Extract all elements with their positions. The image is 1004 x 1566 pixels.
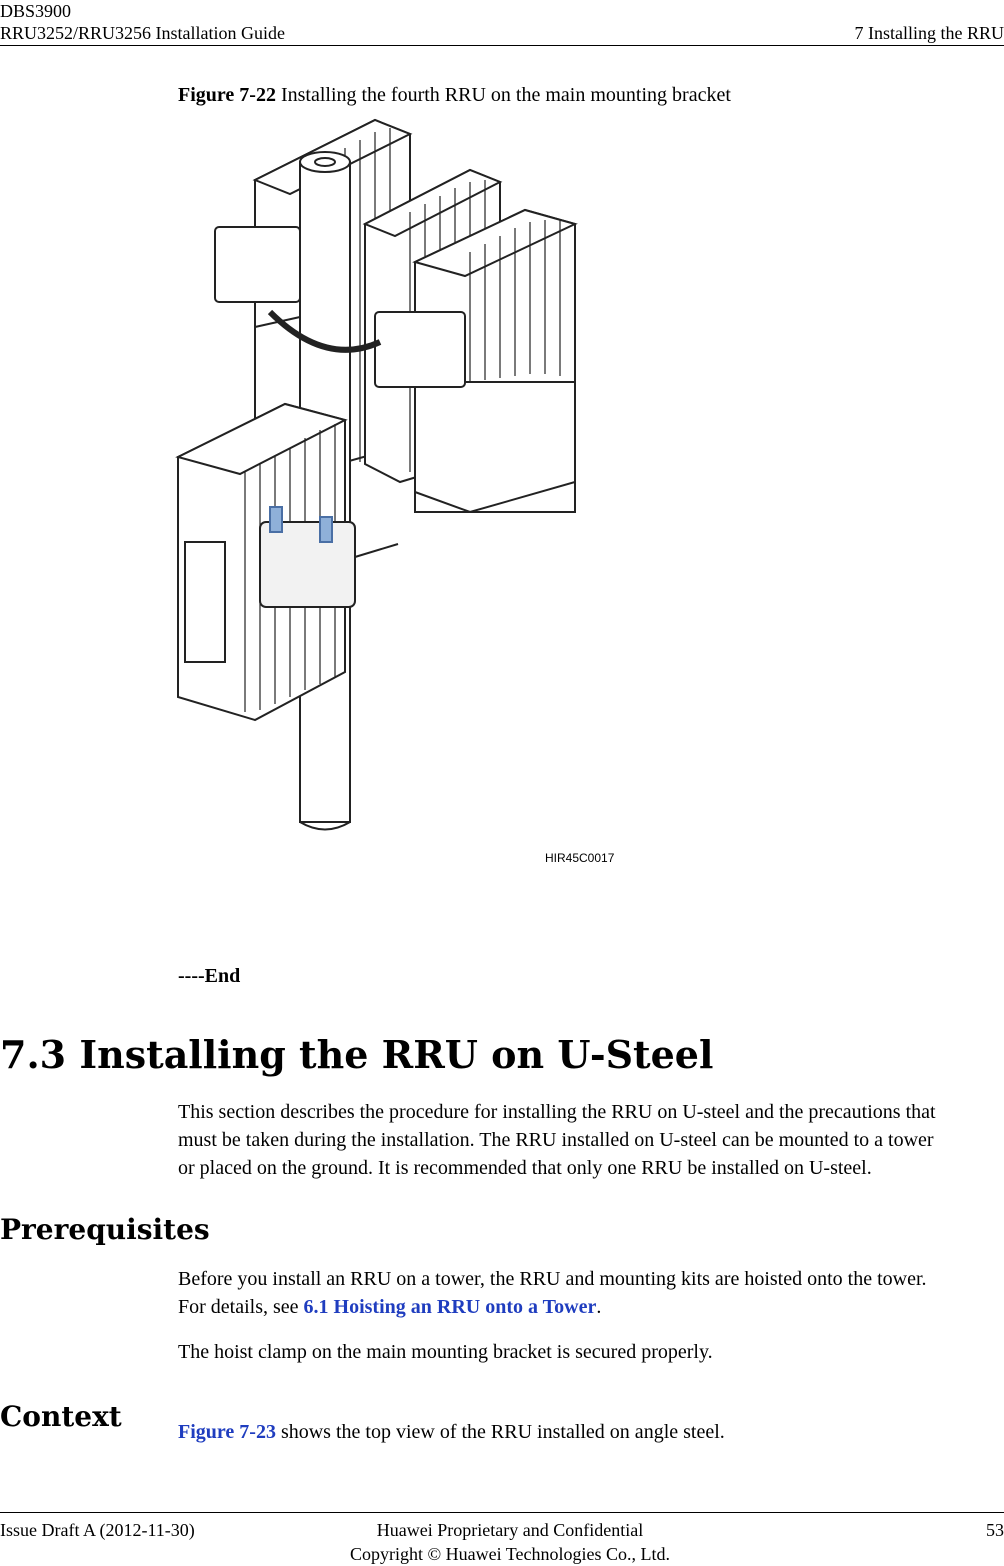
footer-issue: Issue Draft A (2012-11-30) — [0, 1520, 195, 1540]
hoisting-link[interactable]: 6.1 Hoisting an RRU onto a Tower — [303, 1296, 597, 1318]
end-marker: ----End — [178, 965, 241, 987]
figure-caption — [178, 84, 731, 107]
rru-installation-figure — [170, 112, 640, 872]
prereq-line: Before you install an RRU on a tower, the RRU and mounting kits are hoisted onto the tower. — [178, 1268, 927, 1290]
figure-image-code: HIR45C0017 — [545, 851, 615, 865]
footer-confidential: Huawei Proprietary and Confidential — [376, 1520, 644, 1540]
intro-line: must be taken during the installation. The RRU installed on U-steel can be mounted to a tower — [178, 1129, 934, 1151]
footer-copyright: Copyright © Huawei Technologies Co., Ltd. — [349, 1544, 671, 1564]
mounting-bracket-right — [375, 312, 465, 387]
context-line: Figure 7-23 shows the top view of the RRU installed on angle steel. — [178, 1421, 725, 1443]
footer-page-number: 53 — [986, 1520, 1004, 1540]
guide-slot-left-icon — [270, 507, 282, 532]
header-rule — [0, 45, 1004, 46]
footer-rule — [0, 1512, 1004, 1513]
section-title: 7.3 Installing the RRU on U-Steel — [0, 1032, 714, 1077]
figure-number: Figure 7-22 — [178, 84, 276, 106]
header-guide-title: RRU3252/RRU3256 Installation Guide — [0, 23, 285, 43]
figure-title: Installing the fourth RRU on the main mounting bracket — [280, 84, 731, 106]
mounting-bracket-lower — [260, 522, 355, 607]
intro-line: This section describes the procedure for installing the RRU on U-steel and the precautions that — [178, 1101, 936, 1123]
context-heading: Context — [0, 1400, 122, 1433]
mounting-bracket-left — [215, 227, 300, 302]
lower-bolt-icon — [355, 544, 398, 557]
intro-line: or placed on the ground. It is recommended that only one RRU be installed on U-steel. — [178, 1157, 872, 1179]
guide-slot-right-icon — [320, 517, 332, 542]
figure-7-23-link[interactable]: Figure 7-23 — [178, 1421, 276, 1443]
section-intro — [178, 1098, 1004, 1182]
prereq-line: For details, see 6.1 Hoisting an RRU onto a Tower. — [178, 1296, 602, 1318]
header-product: DBS3900 — [0, 1, 72, 21]
prerequisites-para-2: The hoist clamp on the main mounting bracket is secured properly. — [178, 1341, 713, 1363]
prerequisites-para-1 — [178, 1265, 1004, 1321]
prerequisites-heading: Prerequisites — [0, 1213, 210, 1246]
header-chapter: 7 Installing the RRU — [854, 23, 1004, 43]
